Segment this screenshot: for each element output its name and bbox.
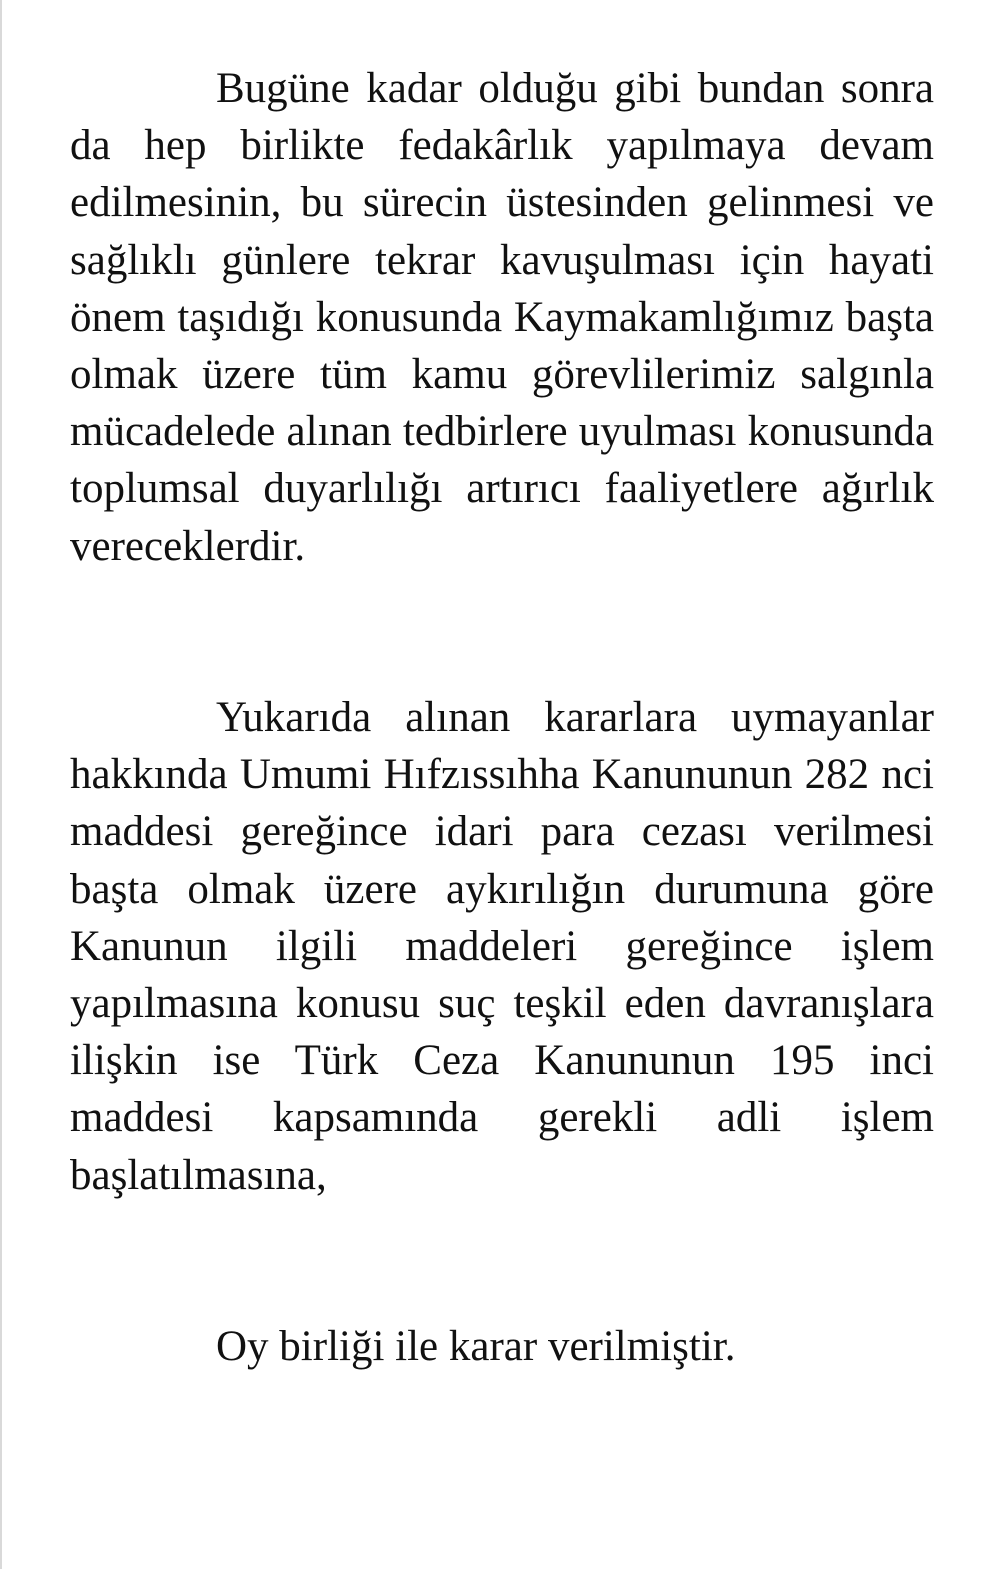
closing-decision-line: Oy birliği ile karar verilmiştir.: [216, 1323, 736, 1370]
paragraph-sacrifice-measures: Bugüne kadar olduğu gibi bundan sonra da hep birlikte fedakârlık yapılmaya devam edilmesinin, bu sürecin üstesinden gelinmesi ve sağlıklı günlere tekrar kavuşulması için hayati önem taşıdığı konusunda Kaymakamlığımız başta olmak üzere tüm kamu görevlilerimiz salgınla mücadelede alınan tedbirlere uyulması konusunda toplumsal duyarlılığı artırıcı faaliyetlere ağırlık vereceklerdir.: [70, 65, 934, 570]
paragraph-penalties: Yukarıda alınan kararlara uymayanlar hakkında Umumi Hıfzıssıhha Kanununun 282 nci maddesi gereğince idari para cezası verilmesi başta olmak üzere aykırılığın durumuna göre Kanunun ilgili maddeleri gereğince işlem yapılmasına konusu suç teşkil eden davranışlara ilişkin ise Türk Ceza Kanununun 195 inci maddesi kapsamında gerekli adli işlem başlatılmasına,: [70, 694, 934, 1199]
